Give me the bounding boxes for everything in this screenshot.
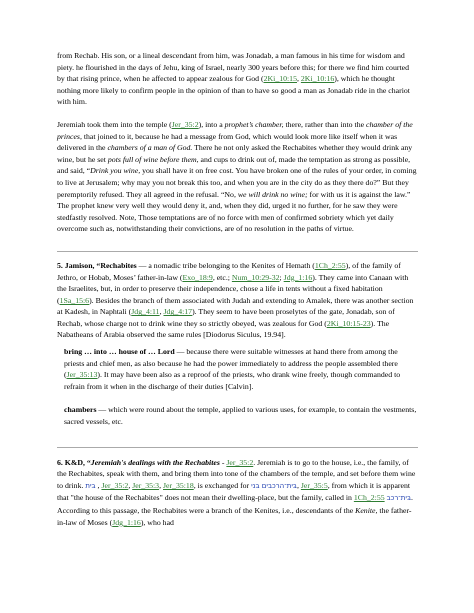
italic-text: Kenite, bbox=[355, 506, 378, 515]
text: ), into a bbox=[198, 119, 225, 129]
scripture-link[interactable]: Jer_35:2 bbox=[226, 457, 254, 467]
text: the father-in-law of Moses ( bbox=[57, 506, 412, 527]
text: , from which it is apparent that "the house of the Rechabites" does not mean their dwelling-place, but the family, called in bbox=[57, 480, 411, 503]
text: , bbox=[95, 480, 102, 490]
text: ). The Nabatheans of Arabia observed the same rules [Diodorus Siculus, 19.94]. bbox=[57, 318, 390, 340]
scripture-link[interactable]: Jdg_4:11 bbox=[131, 307, 160, 317]
italic-text: prophet’s chamber, bbox=[224, 119, 284, 129]
scripture-link[interactable]: 1Ch_2:55 bbox=[353, 493, 385, 503]
text: there, rather than into the bbox=[283, 119, 366, 129]
scripture-link[interactable]: Num_10:29-32 bbox=[231, 272, 280, 282]
scripture-link[interactable]: Jdg_1:16 bbox=[112, 517, 141, 527]
term-heading: bring … into … house of … Lord bbox=[64, 347, 175, 357]
scripture-link[interactable]: 2Ki_10:15 bbox=[263, 74, 297, 84]
section-heading: 5. Jamison, “Rechabites bbox=[57, 260, 137, 270]
scripture-link[interactable]: 1Ch_2:55 bbox=[314, 260, 346, 270]
text: ). Besides the branch of them associated with Judah and extending to Amalek, there was another section at Kadesh, in Naphtali ( bbox=[57, 295, 414, 317]
text: Jeremiah took them into the temple ( bbox=[57, 119, 172, 129]
italic-text: we will drink no wine; bbox=[237, 189, 308, 199]
scripture-link[interactable]: Jdg_1:16 bbox=[283, 272, 313, 282]
scripture-link[interactable]: Jer_35:3 bbox=[132, 480, 160, 490]
text: , bbox=[296, 74, 301, 84]
hebrew-text: בּית־הרכבים בּני bbox=[251, 481, 297, 490]
text: . According to this passage, the Rechabites were a branch of the Kenites, i.e., descendants of the bbox=[57, 493, 413, 515]
paragraph-jeremiah-temple bbox=[57, 119, 418, 235]
text: — because there were suitable witnesses at hand there from among the priests and chief men, as also because he had the power immediately to address the people assembled there ( bbox=[64, 347, 398, 380]
paragraph-chambers bbox=[57, 404, 418, 427]
italic-text: pots full of wine before them, bbox=[107, 154, 199, 164]
section-subheading: Jeremiah's dealings with the Rechabites bbox=[90, 457, 220, 467]
text: — which were round about the temple, applied to various uses, for example, to contain the vestments, sacred vessels, etc. bbox=[64, 405, 417, 427]
text: There he not only asked the Rechabites whether they would drink any wine, but he set bbox=[57, 143, 413, 164]
text: , bbox=[128, 480, 133, 490]
hebrew-text: בּית־רכב bbox=[386, 494, 412, 503]
scripture-link[interactable]: Jer_35:5 bbox=[300, 480, 328, 490]
text: , etc.; bbox=[212, 272, 232, 282]
italic-text: Drink you wine, bbox=[90, 166, 141, 176]
text: that joined to it, because he had a message from God, which would look more like itself when it was delivered in the bbox=[57, 131, 398, 153]
paragraph-gap bbox=[57, 108, 418, 119]
text: , bbox=[296, 480, 301, 490]
paragraph-keil-delitzsch bbox=[57, 457, 418, 529]
text: ). It may have been also as a reproof of the priests, who drank wine freely, though commanded to refrain from it when in the discharge of their duties [Calvin]. bbox=[64, 370, 401, 391]
scripture-link[interactable]: 1Sa_15:6 bbox=[59, 295, 90, 305]
scripture-link[interactable]: Jer_35:13 bbox=[66, 370, 98, 380]
section-heading: 6. K&D, “ bbox=[57, 457, 91, 467]
scripture-link[interactable]: Jer_35:2 bbox=[101, 480, 129, 490]
text: ), who had bbox=[140, 517, 174, 527]
text: ), which he thought nothing more likely to confirm people in the opinion of than to have so good a man as Jonadab ride in the chariot with him. bbox=[57, 74, 410, 107]
paragraph-bring-into-house bbox=[57, 346, 418, 392]
scripture-link[interactable]: Exo_18:9 bbox=[182, 272, 213, 282]
scripture-link[interactable]: Jer_35:18 bbox=[162, 480, 194, 490]
text: . Jeremiah is to go to the house, i.e., the family, of the Rechabites, speak with them, and bring them into tone of the chambers of the temple, and set before them wine to drink. bbox=[57, 457, 416, 490]
text: ), of the family of Jethro, or Hobab, Moses’ father-in-law ( bbox=[57, 260, 401, 282]
text: , is exchanged for bbox=[193, 480, 252, 490]
scripture-link[interactable]: Jdg_4:17 bbox=[163, 307, 193, 317]
paragraph-jamison bbox=[57, 260, 418, 341]
term-heading: chambers bbox=[64, 405, 97, 415]
text: - bbox=[219, 457, 227, 467]
text: you shall have it on free cost. You have broken one of the rules of your order, in coming to live at Jerusalem; why may you not break this too, and when you are in the city do as they there do?” But they peremptorily refused. They all agreed in the refusal. “No, bbox=[57, 166, 417, 199]
italic-text: chambers of a man of God. bbox=[107, 143, 193, 153]
text: from Rechab. His son, or a lineal descendant from him, was Jonadab, a man famous in his time for wisdom and piety. he flourished in the days of Jehu, king of Israel, nearly 300 years before this; for there we find him courted by that rising prince, when he affected to appear zealous for God ( bbox=[57, 51, 409, 84]
text: , bbox=[159, 307, 164, 317]
paragraph-gap bbox=[57, 392, 418, 404]
text: — a nomadic tribe belonging to the Kenites of Hemath ( bbox=[136, 260, 315, 270]
hebrew-text: בּית bbox=[85, 481, 96, 490]
section-divider bbox=[57, 447, 418, 448]
text: ; bbox=[279, 272, 284, 282]
scripture-link[interactable]: Jer_35:2 bbox=[171, 119, 199, 129]
section-divider bbox=[57, 251, 418, 252]
text: and cups to drink out of, made the temptation as strong as possible, and said, “ bbox=[57, 154, 411, 176]
paragraph-henry-continued bbox=[57, 50, 418, 108]
italic-text: chamber of the princes, bbox=[57, 119, 413, 141]
scripture-link[interactable]: 2Ki_10:15-23 bbox=[326, 318, 371, 328]
scripture-link[interactable]: 2Ki_10:16 bbox=[300, 74, 335, 84]
text: ). They seem to have been proselytes of the gate, Jonadab, son of Rechab, whose charge not to drink wine they so strictly obeyed, was zealous for God ( bbox=[57, 307, 395, 328]
text: ). They came into Canaan with the Israelites, but, in order to preserve their independence, chose a life in tents without a fixed habitation ( bbox=[57, 272, 409, 305]
text: , bbox=[159, 480, 163, 490]
text: for with us it is against the law.” The prophet knew very well they would deny it, and, when they did, urged it no further, for he saw they were stedfastly resolved. Note, Those temptations are of no force with men of confirmed sobriety which yet daily overcome such as, notwithstanding their convictions, are of no resolution in the paths of virtue. bbox=[57, 189, 411, 234]
